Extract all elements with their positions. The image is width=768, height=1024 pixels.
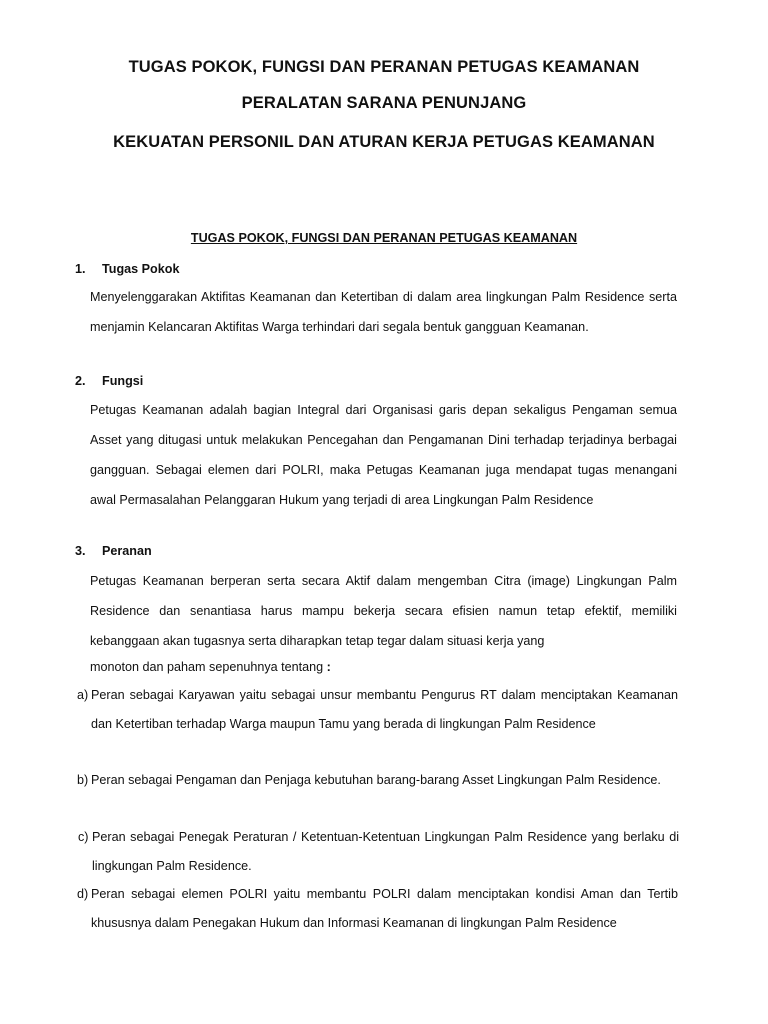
list-item-marker: b) [77,773,89,787]
section-paragraph-peranan-last-line [90,652,677,682]
section-label: Tugas Pokok [102,262,180,276]
document-title-equipment: PERALATAN SARANA PENUNJANG [241,94,527,112]
section-number: 3. [75,544,86,558]
document-title-personnel: KEKUATAN PERSONIL DAN ATURAN KERJA PETUGAS KEAMANAN [113,133,655,151]
section-number: 1. [75,262,86,276]
paragraph-colon: : [323,660,331,674]
section-subheading: TUGAS POKOK, FUNGSI DAN PERANAN PETUGAS KEAMANAN [190,231,578,245]
list-item-marker: d) [77,887,89,901]
list-item-marker: c) [78,830,89,844]
section-number: 2. [75,374,86,388]
list-item-text: Peran sebagai Karyawan yaitu sebagai unsur membantu Pengurus RT dalam menciptakan Keamanan dan Ketertiban terhadap Warga maupun Tamu yang berada di lingkungan Palm Residence [91,688,678,731]
section-label: Fungsi [102,374,144,388]
section-label: Peranan [102,544,152,558]
paragraph-text: monoton dan paham sepenuhnya tentang [90,660,324,674]
section-paragraph-tugas-pokok: Menyelenggarakan Aktifitas Keamanan dan Ketertiban di dalam area lingkungan Palm Residence serta menjamin Kelancaran Aktifitas Warga terhindari dari segala bentuk gangguan Keamanan. [90,290,677,334]
list-item-text: Peran sebagai Pengaman dan Penjaga kebutuhan barang-barang Asset Lingkungan Palm Residence. [91,773,661,787]
section-paragraph-peranan: Petugas Keamanan berperan serta secara Aktif dalam mengemban Citra (image) Lingkungan Palm Residence dan senantiasa harus mampu bekerja secara efisien namun tetap efektif, memiliki kebanggaan akan tugasnya serta diharapkan tetap tegar dalam situasi kerja yang [90,574,677,648]
document-title-main: TUGAS POKOK, FUNGSI DAN PERANAN PETUGAS KEAMANAN [128,58,640,76]
section-paragraph-fungsi: Petugas Keamanan adalah bagian Integral dari Organisasi garis depan sekaligus Pengaman semua Asset yang ditugasi untuk melakukan Pencegahan dan Pengamanan Dini terhadap terjadinya berbagai gangguan. Sebagai elemen dari POLRI, maka Petugas Keamanan juga mendapat tugas menangani awal Permasalahan Pelanggaran Hukum yang terjadi di area Lingkungan Palm Residence [90,403,677,507]
list-item-marker: a) [77,688,89,702]
list-item-text: Peran sebagai Penegak Peraturan / Ketentuan-Ketentuan Lingkungan Palm Residence yang berlaku di lingkungan Palm Residence. [92,830,679,873]
list-item-text: Peran sebagai elemen POLRI yaitu membantu POLRI dalam menciptakan kondisi Aman dan Tertib khususnya dalam Penegakan Hukum dan Informasi Keamanan di lingkungan Palm Residence [91,887,678,930]
